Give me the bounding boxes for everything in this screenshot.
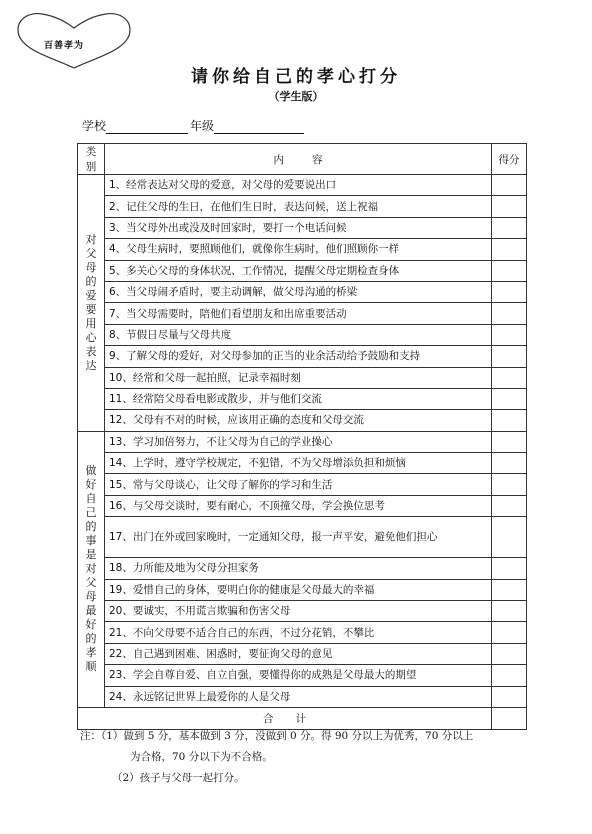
score-cell[interactable] — [492, 622, 527, 643]
content-cell: 2、记住父母的生日，在他们生日时，表达问候，送上祝福 — [105, 196, 492, 217]
table-row — [78, 622, 527, 643]
table-row — [78, 217, 527, 238]
content-cell: 9、了解父母的爱好，对父母参加的正当的业余活动给予鼓励和支持 — [105, 346, 492, 367]
table-row — [78, 643, 527, 664]
category-label: 对父母的爱要用心表达 — [85, 232, 97, 372]
score-cell[interactable] — [492, 260, 527, 281]
grade-label: 年级 — [190, 119, 215, 133]
content-cell: 20、要诚实，不用谎言欺骗和伤害父母 — [105, 601, 492, 622]
score-cell[interactable] — [492, 431, 527, 452]
score-cell[interactable] — [492, 367, 527, 388]
content-cell: 6、当父母闹矛盾时，要主动调解，做父母沟通的桥梁 — [105, 281, 492, 302]
content-cell: 21、不向父母要不适合自己的东西，不过分花销，不攀比 — [105, 622, 492, 643]
score-table — [77, 143, 527, 730]
table-row — [78, 474, 527, 495]
content-cell: 17、出门在外或回家晚时，一定通知父母，报一声平安，避免他们担心 — [105, 517, 492, 558]
category-cell — [78, 431, 105, 707]
table-row — [78, 601, 527, 622]
school-label: 学校 — [82, 119, 107, 133]
score-cell[interactable] — [492, 495, 527, 516]
logo-text: 百善孝为 — [44, 41, 85, 51]
table-row — [78, 281, 527, 302]
school-grade-line — [82, 117, 304, 134]
content-cell: 24、永远铭记世界上最爱你的人是父母 — [105, 686, 492, 707]
content-cell: 13、学习加倍努力，不让父母为自己的学业操心 — [105, 431, 492, 452]
table-row — [78, 346, 527, 367]
score-cell[interactable] — [492, 281, 527, 302]
table-row — [78, 303, 527, 324]
content-cell: 10、经常和父母一起拍照，记录幸福时刻 — [105, 367, 492, 388]
total-label: 合计 — [263, 712, 328, 725]
content-cell: 12、父母有不对的时候，应该用正确的态度和父母交流 — [105, 410, 492, 431]
score-cell[interactable] — [492, 346, 527, 367]
score-cell[interactable] — [492, 324, 527, 345]
table-row — [78, 495, 527, 516]
header-content — [105, 144, 492, 175]
table-row — [78, 260, 527, 281]
header-content-label: 内容 — [273, 153, 351, 166]
content-cell: 15、常与父母谈心，让父母了解你的学习和生活 — [105, 474, 492, 495]
score-cell[interactable] — [492, 303, 527, 324]
table-row — [78, 175, 527, 196]
content-cell: 5、多关心父母的身体状况、工作情况，提醒父母定期检查身体 — [105, 260, 492, 281]
score-cell[interactable] — [492, 601, 527, 622]
score-cell[interactable] — [492, 579, 527, 600]
score-cell[interactable] — [492, 175, 527, 196]
content-cell: 3、当父母外出或没及时回家时，要打一个电话问候 — [105, 217, 492, 238]
content-cell: 7、当父母需要时，陪他们看望朋友和出席重要活动 — [105, 303, 492, 324]
content-cell: 8、节假日尽量与父母共度 — [105, 324, 492, 345]
note-line-1: 注：（1）做到 5 分，基本做到 3 分，没做到 0 分。得 90 分以上为优秀，70 分以上 — [80, 730, 474, 742]
note-line-2: 为合格，70 分以下为不合格。 — [130, 751, 273, 763]
score-cell[interactable] — [492, 239, 527, 260]
table-row — [78, 324, 527, 345]
content-cell: 1、经常表达对父母的爱意，对父母的爱要说出口 — [105, 175, 492, 196]
content-cell: 19、爱惜自己的身体，要明白你的健康是父母最大的幸福 — [105, 579, 492, 600]
page-subtitle: （学生版） — [268, 90, 324, 103]
total-score-cell[interactable] — [492, 707, 527, 729]
content-cell: 4、父母生病时，要照顾他们，就像你生病时，他们照顾你一样 — [105, 239, 492, 260]
table-row — [78, 196, 527, 217]
table-row — [78, 453, 527, 474]
score-cell[interactable] — [492, 686, 527, 707]
score-cell[interactable] — [492, 474, 527, 495]
table-row — [78, 517, 527, 558]
score-cell[interactable] — [492, 410, 527, 431]
page-title: 请你给自己的孝心打分 — [191, 67, 401, 87]
table-row — [78, 431, 527, 452]
content-cell: 18、力所能及地为父母分担家务 — [105, 558, 492, 579]
header-score: 得分 — [492, 144, 527, 175]
category-cell — [78, 175, 105, 432]
content-cell: 23、学会自尊自爱、自立自强，要懂得你的成熟是父母最大的期望 — [105, 665, 492, 686]
score-cell[interactable] — [492, 517, 527, 558]
grade-field[interactable] — [214, 121, 304, 134]
score-cell[interactable] — [492, 558, 527, 579]
table-row — [78, 686, 527, 707]
school-field[interactable] — [106, 121, 188, 134]
table-row — [78, 410, 527, 431]
content-cell: 11、经常陪父母看电影或散步，并与他们交流 — [105, 388, 492, 409]
table-row — [78, 665, 527, 686]
notes — [80, 726, 473, 789]
content-cell: 16、与父母交谈时，要有耐心，不顶撞父母，学会换位思考 — [105, 495, 492, 516]
header-row — [78, 144, 527, 175]
score-cell[interactable] — [492, 388, 527, 409]
table-row — [78, 558, 527, 579]
header-category: 类别 — [78, 144, 105, 175]
table-row — [78, 367, 527, 388]
table-row — [78, 388, 527, 409]
score-cell[interactable] — [492, 196, 527, 217]
category-label: 做好自己的事是对父母最好的孝顺 — [85, 464, 97, 674]
content-cell: 22、自己遇到困难、困惑时，要征询父母的意见 — [105, 643, 492, 664]
score-cell[interactable] — [492, 453, 527, 474]
score-cell[interactable] — [492, 665, 527, 686]
score-cell[interactable] — [492, 643, 527, 664]
note-line-3: （2）孩子与父母一起打分。 — [112, 772, 245, 784]
table-row — [78, 579, 527, 600]
content-cell: 14、上学时，遵守学校规定，不犯错，不为父母增添负担和烦恼 — [105, 453, 492, 474]
score-cell[interactable] — [492, 217, 527, 238]
table-row — [78, 239, 527, 260]
